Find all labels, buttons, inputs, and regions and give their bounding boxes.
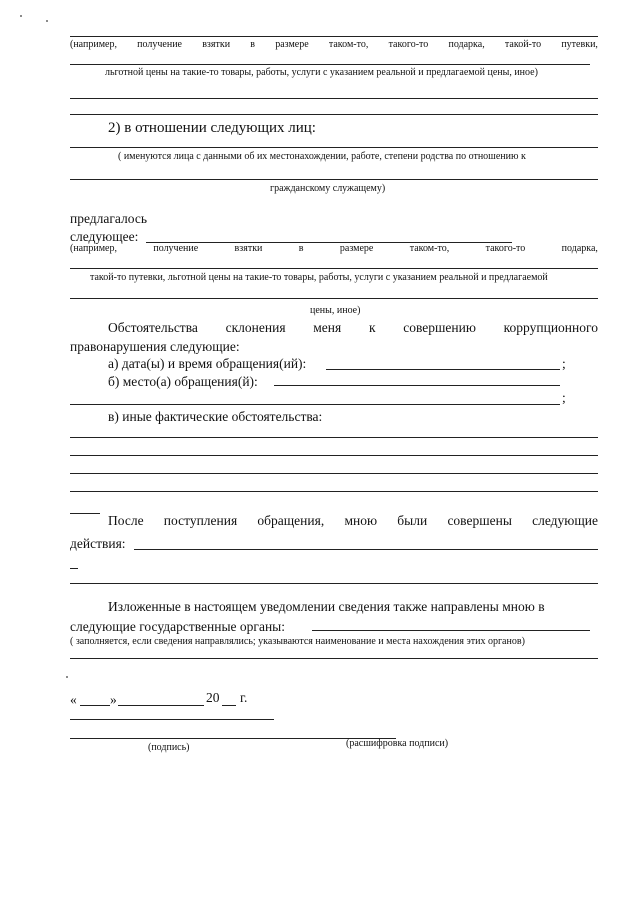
example-text-line bbox=[70, 244, 598, 254]
example-word: таком-то, bbox=[409, 243, 450, 254]
offered-label: предлагалось bbox=[70, 211, 148, 226]
example-word: подарка, bbox=[448, 39, 485, 50]
after-word: совершены bbox=[447, 513, 512, 528]
date-time-field[interactable] bbox=[326, 369, 560, 370]
scan-speck bbox=[66, 676, 68, 678]
after-word: поступления bbox=[163, 513, 238, 528]
example-word: такого-то bbox=[485, 243, 526, 254]
authorities-field-line-2[interactable] bbox=[70, 658, 598, 659]
example-word: взятки bbox=[202, 39, 231, 50]
example-word: (например, bbox=[70, 243, 117, 254]
other-circumstances-line[interactable] bbox=[70, 437, 598, 438]
item-2-note-end: гражданскому служащему) bbox=[270, 183, 386, 194]
scan-speck bbox=[46, 20, 48, 22]
semicolon: ; bbox=[562, 390, 566, 405]
circumstances-word: Обстоятельства bbox=[108, 320, 198, 335]
example-end: цены, иное) bbox=[310, 305, 361, 316]
example-word: такого-то bbox=[388, 39, 429, 50]
stated-line-1: Изложенные в настоящем уведомлении сведения также направлены мною в bbox=[108, 599, 545, 614]
example-continuation: льготной цены на такие-то товары, работы, услуги с указанием реальной и предлагаемой цены, иное) bbox=[105, 67, 538, 78]
stated-note: ( заполняется, если сведения направлялись; указываются наименование и места нахождения этих органов) bbox=[70, 636, 525, 647]
circumstances-line-2: правонарушения следующие: bbox=[70, 339, 240, 354]
other-circumstances-line[interactable] bbox=[70, 455, 598, 456]
date-quote-close: » bbox=[110, 692, 117, 707]
stated-line-2: следующие государственные органы: bbox=[70, 619, 285, 634]
example-text-line bbox=[70, 40, 598, 50]
decode-label: (расшифровка подписи) bbox=[346, 738, 449, 749]
after-word: обращения, bbox=[257, 513, 325, 528]
short-dash bbox=[70, 568, 78, 569]
place-field-line-2[interactable] bbox=[70, 404, 560, 405]
example-word: путевки, bbox=[561, 39, 598, 50]
example-continuation: такой-то путевки, льготной цены на такие-то товары, работы, услуги с указанием реальной и предлагаемой bbox=[90, 272, 548, 283]
example-word: размере bbox=[275, 39, 309, 50]
signature-label: (подпись) bbox=[148, 742, 190, 753]
example-word: в bbox=[298, 243, 304, 254]
other-circumstances-line[interactable] bbox=[70, 491, 598, 492]
date-day-field[interactable] bbox=[80, 705, 110, 706]
example-word: размере bbox=[339, 243, 374, 254]
following-field-line[interactable] bbox=[146, 242, 512, 243]
semicolon: ; bbox=[562, 356, 566, 371]
actions-label: действия: bbox=[70, 536, 126, 551]
example-word: получение bbox=[137, 39, 182, 50]
example-word: подарка, bbox=[561, 243, 598, 254]
after-word: были bbox=[397, 513, 428, 528]
scan-speck bbox=[20, 15, 22, 17]
circumstances-word: совершению bbox=[403, 320, 476, 335]
following-label: следующее: bbox=[70, 229, 139, 244]
circumstances-line bbox=[108, 321, 598, 335]
authorities-field[interactable] bbox=[312, 630, 590, 631]
date-month-field[interactable] bbox=[118, 705, 204, 706]
example-word: таком-то, bbox=[328, 39, 369, 50]
circumstances-word: склонения bbox=[225, 320, 286, 335]
rule-line bbox=[70, 268, 598, 269]
item-a-label: а) дата(ы) и время обращения(ий): bbox=[108, 356, 307, 371]
circumstances-word: меня bbox=[313, 320, 342, 335]
other-circumstances-line[interactable] bbox=[70, 473, 598, 474]
rule-line bbox=[70, 179, 598, 180]
after-word: мною bbox=[344, 513, 378, 528]
date-year-field[interactable] bbox=[222, 705, 236, 706]
place-field[interactable] bbox=[274, 385, 560, 386]
year-suffix: г. bbox=[240, 690, 248, 705]
rule-line bbox=[70, 298, 598, 299]
rule-line bbox=[70, 98, 598, 99]
actions-field[interactable] bbox=[134, 549, 598, 550]
example-word: в bbox=[250, 39, 255, 50]
item-b-label: б) место(а) обращения(й): bbox=[108, 374, 258, 389]
after-word: следующие bbox=[532, 513, 598, 528]
short-dash bbox=[70, 513, 100, 514]
year-prefix: 20 bbox=[206, 690, 220, 705]
actions-field-line-2[interactable] bbox=[70, 583, 598, 584]
item-c-label: в) иные фактические обстоятельства: bbox=[108, 409, 323, 424]
example-word: такой-то bbox=[504, 39, 542, 50]
example-word: получение bbox=[153, 243, 199, 254]
after-word: После bbox=[108, 513, 144, 528]
date-quote-open: « bbox=[70, 692, 77, 707]
example-word: взятки bbox=[234, 243, 263, 254]
item-2-title: 2) в отношении следующих лиц: bbox=[108, 120, 316, 136]
circumstances-word: к bbox=[368, 320, 376, 335]
example-word: (например, bbox=[70, 39, 117, 50]
signature-line[interactable] bbox=[70, 719, 274, 720]
rule-line bbox=[70, 64, 590, 65]
rule-line bbox=[70, 114, 598, 115]
after-line bbox=[108, 514, 598, 528]
item-2-note: ( именуются лица с данными об их местонахождении, работе, степени родства по отношению к bbox=[118, 151, 526, 162]
rule-line bbox=[70, 36, 598, 37]
rule-line bbox=[70, 147, 598, 148]
circumstances-word: коррупционного bbox=[503, 320, 598, 335]
